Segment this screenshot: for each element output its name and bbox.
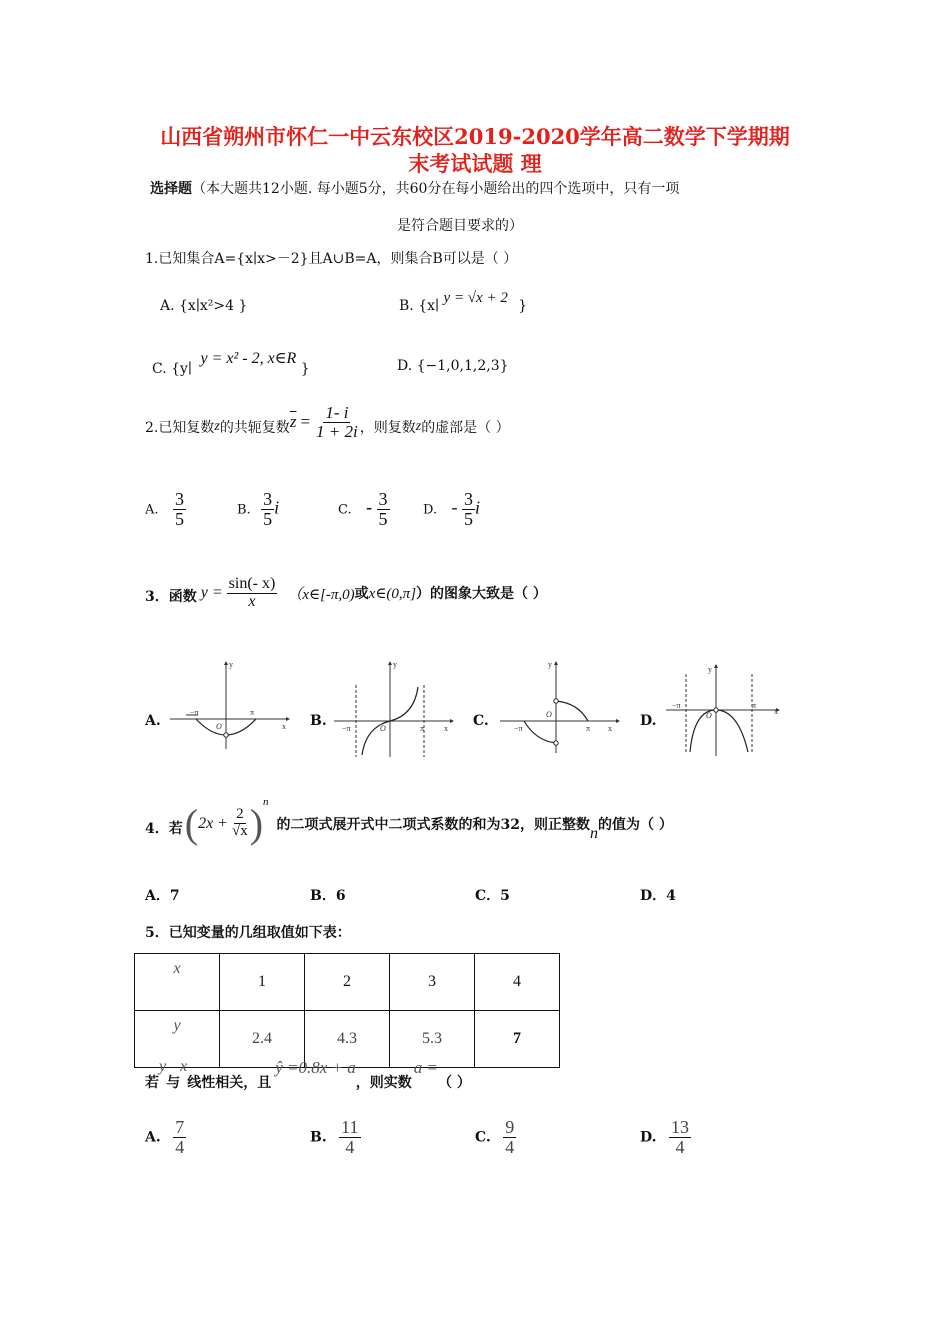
q3-graph-c: [498, 657, 623, 761]
q2-stem: 2.已知复数 z 的共轭复数 $\overline{z}$ = $\frac{1- i}{1 + 2i}$ ，则复数 z 的虚部是（ ）: [145, 403, 510, 441]
svg-text:O: O: [216, 722, 222, 731]
svg-text:O: O: [706, 711, 712, 720]
q5-option-b: B. $\frac{11}{4}$: [310, 1117, 359, 1157]
svg-text:−π: −π: [672, 701, 681, 710]
q2-fraction: $\frac{1- i}{1 + 2i}$: [316, 403, 358, 441]
svg-text:y: y: [229, 660, 233, 669]
q2-option-b: B. $\frac{3}{5}$ i: [237, 489, 280, 529]
svg-text:−π: −π: [342, 724, 351, 733]
q1-option-b-math: y = √x + 2: [443, 290, 508, 306]
q1-option-d: D. {−1,0,1,2,3}: [397, 358, 509, 374]
svg-text:x: x: [774, 707, 778, 716]
q3-graph-b: [332, 657, 457, 766]
svg-text:y: y: [708, 665, 712, 674]
q5-option-c: C. $\frac{9}{4}$: [475, 1117, 515, 1157]
q5-option-a: A. $\frac{7}{4}$: [145, 1117, 185, 1157]
q3-label-c: C.: [473, 713, 489, 729]
svg-text:x: x: [608, 724, 612, 733]
svg-text:y: y: [548, 660, 552, 669]
q3-label-a: A.: [145, 713, 161, 729]
q3-stem: 3．函数 y = $\frac{\sin(- x)}{x}$ （x∈[-π,0) 或 x∈(0,π] ）的图象大致是（ ）: [145, 575, 547, 610]
q3-label-b: B.: [310, 713, 327, 729]
q2-option-d: D. - $\frac{3}{5}$ i: [423, 489, 481, 529]
svg-text:π: π: [420, 724, 425, 733]
svg-text:x: x: [444, 724, 448, 733]
section-desc-line2: 是符合题目要求的）: [397, 218, 523, 234]
table-row: x 1 2 3 4: [135, 954, 560, 1011]
q2-option-a: A. $\frac{3}{5}$: [145, 489, 184, 529]
q4-option-c: C．5: [475, 888, 510, 904]
q3-fraction: $\frac{\sin(- x)}{x}$: [228, 575, 276, 610]
q4-option-a: A．7: [145, 888, 180, 904]
q1-option-a: A. {x∣x²>4 }: [160, 298, 248, 314]
q4-option-d: D．4: [640, 888, 676, 904]
svg-text:O: O: [380, 724, 386, 733]
q1-stem: 1.已知集合A={x∣x>－2}且A∪B=A，则集合B可以是（ ）: [145, 251, 518, 267]
svg-text:x: x: [282, 722, 286, 731]
svg-text:y: y: [393, 660, 397, 669]
q3-graph-d: [664, 660, 789, 764]
page-title-line1: 山西省朔州市怀仁一中云东校区2019-2020学年高二数学下学期期: [160, 124, 790, 149]
q4-option-b: B．6: [310, 888, 346, 904]
page-title-line2: 末考试试题 理: [408, 151, 542, 176]
svg-text:−π: −π: [514, 724, 523, 733]
svg-text:−π: −π: [190, 708, 199, 717]
section-label: 选择题: [150, 181, 192, 197]
q3-label-d: D.: [640, 713, 657, 729]
q5-condition: 若 y 与 x 线性相关，且 ŷ =0.8x + a ，则实数 a = （ ）: [145, 1058, 471, 1091]
table-row: y 2.4 4.3 5.3 7: [135, 1011, 560, 1068]
q1-option-c: C. {y∣ y = x² - 2, x∈R }: [152, 350, 310, 377]
q1-option-c-math: y = x² - 2, x∈R: [200, 350, 297, 367]
q5-data-table: [134, 953, 560, 1068]
section-desc-line1: （本大题共12小题. 每小题5分，共60分在每小题给出的四个选项中，只有一项: [192, 181, 680, 197]
q1-option-b: B. {x∣ y = √x + 2 }: [399, 290, 528, 314]
q4-stem: 4．若 ( 2x + $\frac{2}{√x}$ ) n 的二项式展开式中二项式系数的和为32，则正整数 n 的值为（ ）: [145, 795, 673, 846]
svg-text:π: π: [586, 724, 591, 733]
svg-text:π: π: [250, 708, 255, 717]
section-header: [150, 178, 679, 198]
svg-text:π: π: [752, 701, 757, 710]
svg-text:O: O: [546, 710, 552, 719]
q5-option-d: D. $\frac{13}{4}$: [640, 1117, 689, 1157]
q5-stem: 5．已知变量的几组取值如下表：: [145, 925, 351, 941]
q3-graph-a: [168, 657, 293, 756]
q2-option-c: C. - $\frac{3}{5}$: [338, 489, 388, 529]
